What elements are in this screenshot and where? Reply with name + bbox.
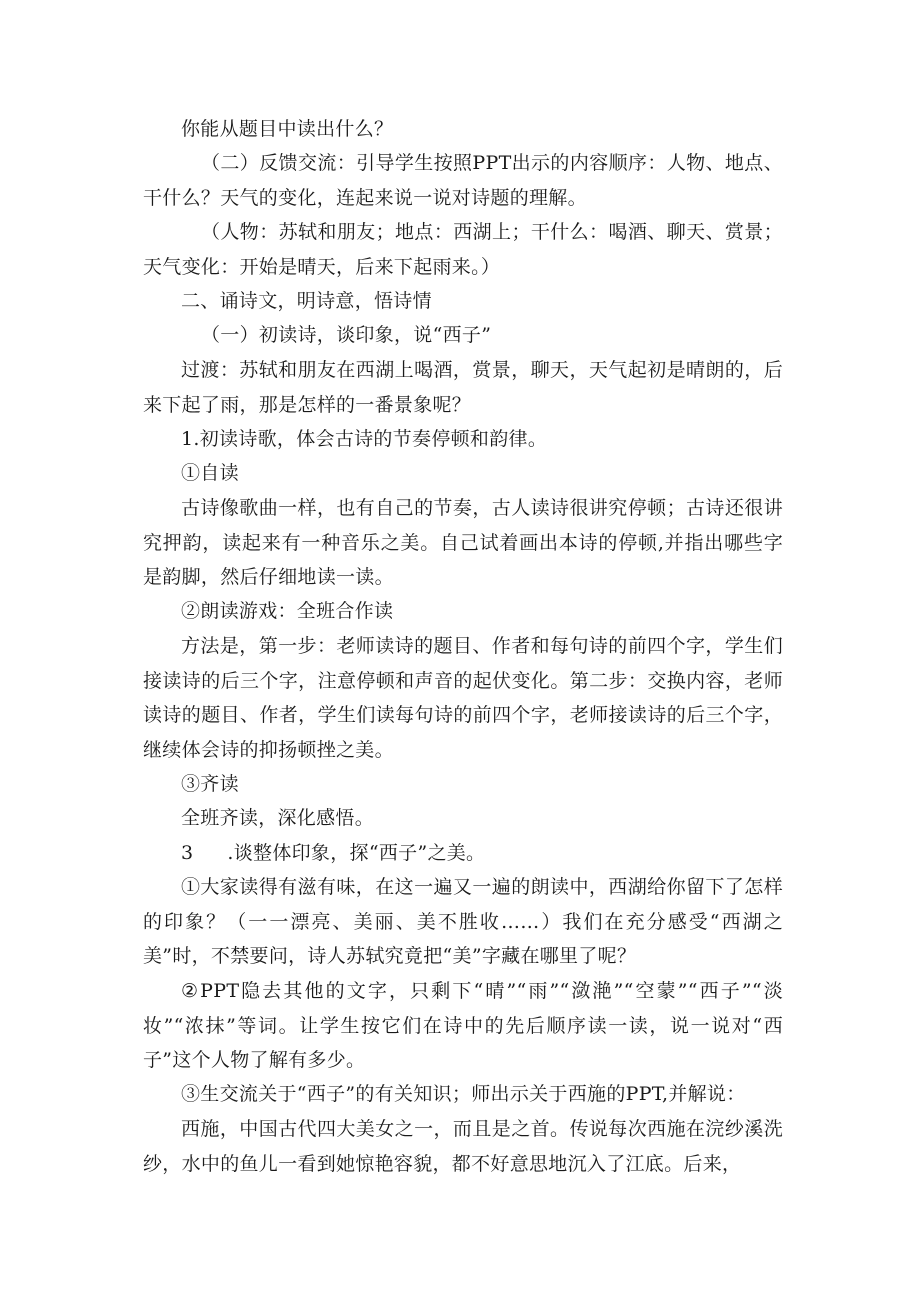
item-reading-game: ②朗读游戏：全班合作读 [181,600,394,622]
step-3-number: 3 [181,842,194,864]
paragraph-question: 你能从题目中读出什么？ [181,118,394,140]
step-1-heading: 1.初读诗歌，体会古诗的节奏停顿和韵律。 [181,428,548,450]
paragraph-transition: 过渡：苏轼和朋友在西湖上喝酒，赏景，聊天，天气起初是晴朗的，后来下起了雨，那是怎样的一番景象呢？ [143,359,783,416]
item-self-read: ①自读 [181,462,239,484]
subsection-heading-first-read: （一）初读诗，谈印象，说“西子” [201,324,492,346]
paragraph-answer: （人物：苏轼和朋友；地点：西湖上；干什么：喝酒、聊天、赏景；天气变化：开始是晴天，后来下起雨来。） [143,221,783,278]
step-3-text: .谈整体印象，探“西子”之美。 [227,842,486,864]
section-heading-two: 二、诵诗文，明诗意，悟诗情 [181,290,432,312]
paragraph-exchange: ③生交流关于“西子”的有关知识；师出示关于西施的PPT,并解说： [181,1083,746,1105]
paragraph-impression: ①大家读得有滋有味，在这一遍又一遍的朗读中，西湖给你留下了怎样的印象？（一一漂亮、美丽、美不胜收……）我们在充分感受“西湖之美”时，不禁要问，诗人苏轼究竟把“美”字藏在哪里了呢？ [143,876,783,967]
paragraph-ppt-words: ②PPT隐去其他的文字，只剩下“晴”“雨”“潋滟”“空蒙”“西子”“淡妆”“浓抹”等词。让学生按它们在诗中的先后顺序读一读，说一说对“西子”这个人物了解有多少。 [143,980,783,1071]
step-3-heading [143,836,783,871]
item-read-together: ③齐读 [181,773,239,795]
paragraph-xishi: 西施，中国古代四大美女之一，而且是之首。传说每次西施在浣纱溪洗纱，水中的鱼儿一看到她惊艳容貌，都不好意思地沉入了江底。后来， [143,1118,783,1175]
paragraph-rhythm: 古诗像歌曲一样，也有自己的节奏，古人读诗很讲究停顿；古诗还很讲究押韵，读起来有一种音乐之美。自己试着画出本诗的停顿,并指出哪些字是韵脚，然后仔细地读一读。 [143,497,783,588]
paragraph-feedback: （二）反馈交流：引导学生按照PPT出示的内容顺序：人物、地点、干什么？天气的变化，连起来说一说对诗题的理解。 [143,152,783,209]
paragraph-class-read: 全班齐读，深化感悟。 [181,807,375,829]
paragraph-method: 方法是，第一步：老师读诗的题目、作者和每句诗的前四个字，学生们接读诗的后三个字，注意停顿和声音的起伏变化。第二步：交换内容，老师读诗的题目、作者，学生们读每句诗的前四个字，老师接读诗的后三个字，继续体会诗的抑扬顿挫之美。 [143,635,783,761]
